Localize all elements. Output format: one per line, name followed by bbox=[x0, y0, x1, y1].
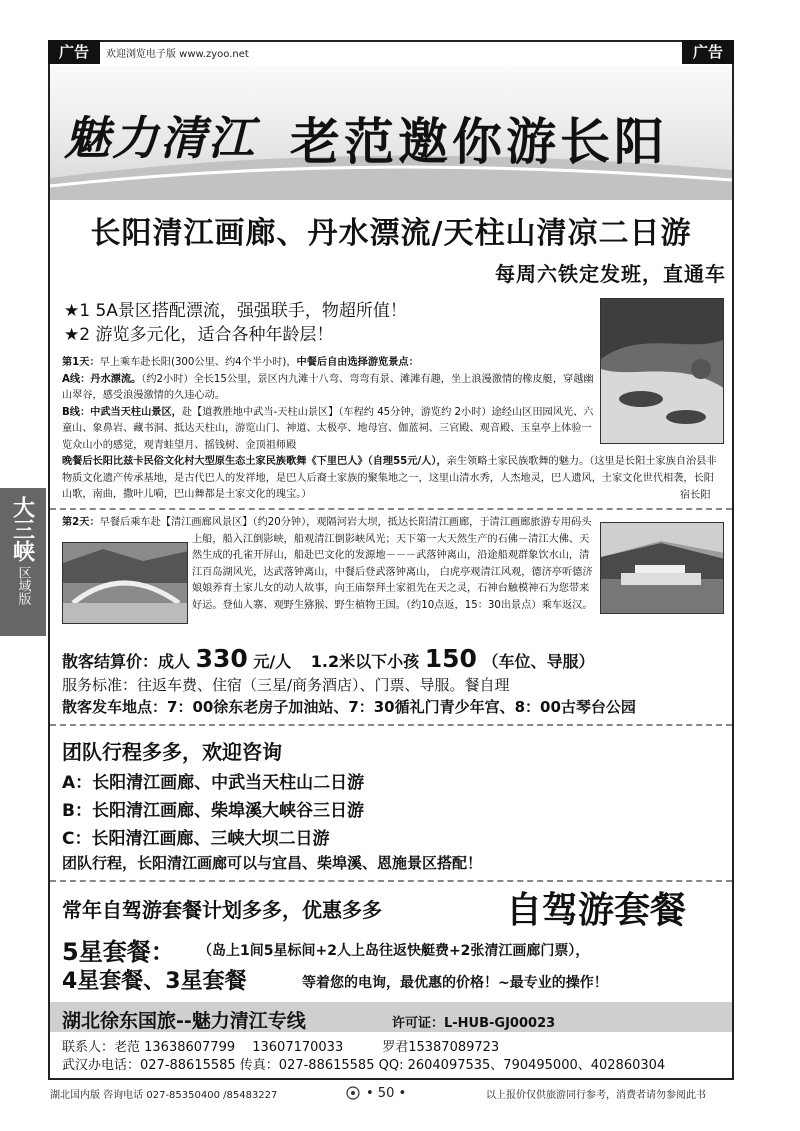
ad-tag-left: 广告 bbox=[48, 40, 100, 64]
contact-people: 联系人：老范 13638607799 13607170033 罗君15387089723 bbox=[62, 1040, 500, 1055]
day1-block bbox=[62, 355, 597, 455]
day1-b-text: 赴【道教胜地中武当-天柱山景区】（车程约 45分钟，游览约 2小时）途经山区田园风光、六童山、象鼻岩、藏书洞、抵达天柱山，游览山门、神道、太极亭、地母宫、伽蓝祠、三官殿、观音殿、玉皇亭上体验一览众山小的感觉，观青蛙望月、摇钱树、金顶祖师殿 bbox=[62, 406, 594, 451]
side-band bbox=[0, 488, 46, 636]
footer-right: 以上报价仅供旅游同行参考，消费者请勿参阅此书 bbox=[486, 1090, 706, 1101]
five-star-desc: （岛上1间5星标间+2人上岛往返快艇费+2张清江画廊门票）， bbox=[198, 943, 590, 959]
brand-logo-text: 魅力清江 bbox=[64, 111, 256, 165]
divider bbox=[50, 508, 732, 510]
day1-evening bbox=[62, 454, 724, 504]
child-price: 150 bbox=[424, 644, 477, 673]
agency-license: 许可证：L-HUB-GJ00023 bbox=[392, 1016, 556, 1031]
child-label: 1.2米以下小孩 bbox=[310, 652, 420, 671]
adult-price: 330 bbox=[195, 644, 248, 673]
selfdrive-closing: 等着您的电询，最优惠的价格！~最专业的操作！ bbox=[302, 975, 608, 991]
day2-block bbox=[62, 515, 597, 615]
page-logo-icon bbox=[346, 1086, 360, 1103]
tour-subheadline: 每周六铁定发班，直通车 bbox=[495, 262, 726, 286]
team-route-c: C：长阳清江画廊、三峡大坝二日游 bbox=[62, 829, 330, 849]
day2-text: 早餐后乘车赴【清江画廊风景区】（约20分钟），观隔河岩大坝，抵达长阳清江画廊，于清江画廊旅游专用码头上船，船入江倒影峡，船观清江倒影峡风光；天下第一大天然生产的石佛－清江大佛、天然生成的孔雀开屏山，船赴巴文化的发源地－－－武落钟离山，沿途船观群象饮水山，清江百岛湖风光，达武落钟离山，中餐后登武落钟离山， 白虎亭观清江风观，德济亭听德济娘娘养育土家儿女的动人故事，向王庙祭拜土家祖先在天之灵，石神台触模神石为您带来好运。登仙人寨、观野生猕猴、野生植物王国。（约10点返，15：30出景点）乘车返汉。 bbox=[99, 517, 593, 611]
selfdrive-line: 常年自驾游套餐计划多多，优惠多多 bbox=[62, 898, 382, 922]
service-standard: 服务标准：往返车费、住宿（三星/商务酒店）、门票、导服。餐自理 bbox=[62, 676, 510, 694]
page-number: • 50 • bbox=[366, 1086, 407, 1101]
banner-slogan: 老范邀你游长阳 bbox=[290, 113, 668, 171]
day1-intro-bold: 中餐后自由选择游览景点： bbox=[296, 357, 419, 368]
day1-label: 第1天： bbox=[62, 357, 100, 368]
rafting-photo bbox=[600, 298, 724, 444]
divider bbox=[50, 724, 732, 726]
day2-label: 第2天： bbox=[62, 517, 100, 528]
agency-name: 湖北徐东国旅--魅力清江专线 bbox=[62, 1010, 306, 1032]
contact-phones: 武汉办电话：027-88615585 传真：027-88615585 QQ: 2604097535、790495000、402860304 bbox=[62, 1058, 666, 1073]
side-band-subtitle: 区域版 bbox=[15, 566, 31, 605]
cruise-photo bbox=[600, 522, 724, 614]
team-title: 团队行程多多，欢迎咨询 bbox=[62, 740, 282, 764]
feature-1: ★1 5A景区搭配漂流，强强联手，物超所值！ bbox=[64, 301, 407, 321]
team-note: 团队行程，长阳清江画廊可以与宜昌、柴埠溪、恩施景区搭配！ bbox=[62, 854, 483, 872]
day1-a-text: （约2小时）全长15公里，景区内九滩十八弯、弯弯有景、滩滩有趣，坐上浪漫激情的橡皮艇，穿越幽山翠谷，感受浪漫激情的久违心动。 bbox=[62, 373, 594, 402]
title-banner bbox=[50, 66, 732, 200]
departure-points: 散客发车地点：7：00徐东老房子加油站、7：30循礼门青少年宫、8：00古琴台公园 bbox=[62, 698, 636, 716]
side-band-title: 大三峡 bbox=[9, 496, 36, 562]
price-line bbox=[62, 644, 595, 673]
day1-b-label: B线：中武当天柱山景区， bbox=[62, 406, 182, 418]
ad-tag-right: 广告 bbox=[682, 40, 734, 64]
child-note: （车位、导服） bbox=[482, 652, 595, 671]
footer-left: 湖北国内版 咨询电话 027-85350400 /85483227 bbox=[50, 1090, 278, 1101]
welcome-text[interactable]: 欢迎浏览电子版 www.zyoo.net bbox=[106, 49, 249, 60]
day1-stay: 宿长阳 bbox=[680, 490, 711, 501]
adult-unit: 元/人 bbox=[253, 652, 292, 671]
day1-evening-text: 亲生领略土家民族歌舞的魅力。（这里是长阳土家族自治县非物质文化遗产传承基地，是古代巴人的发祥地，是巴人后裔土家族的聚集地之一，这里山清水秀，人杰地灵，巴人遗风，土家文化世代相袭，长阳山歌，南曲，撒叶儿嗬，巴山舞都是土家文化的瑰宝。） bbox=[62, 456, 717, 501]
day1-evening-bold: 晚餐后长阳比兹卡民俗文化村大型原生态土家民族歌舞《下里巴人》（自理55元/人）， bbox=[62, 456, 447, 467]
tour-headline: 长阳清江画廊、丹水漂流/天柱山清凉二日游 bbox=[90, 216, 692, 251]
team-route-b: B：长阳清江画廊、柴埠溪大峡谷三日游 bbox=[62, 801, 364, 821]
team-route-a: A：长阳清江画廊、中武当天柱山二日游 bbox=[62, 773, 365, 793]
selfdrive-big-title: 自驾游套餐 bbox=[506, 889, 687, 931]
day1-intro: 早上乘车赴长阳(300公里、约4个半小时)， bbox=[99, 357, 297, 368]
four-three-star: 4星套餐、3星套餐 bbox=[62, 969, 247, 994]
day1-a-label: A线：丹水漂流。 bbox=[62, 373, 142, 385]
feature-2: ★2 游览多元化，适合各种年龄层！ bbox=[64, 325, 334, 345]
price-label: 散客结算价：成人 bbox=[62, 652, 191, 671]
five-star-label: 5星套餐： bbox=[62, 938, 175, 966]
